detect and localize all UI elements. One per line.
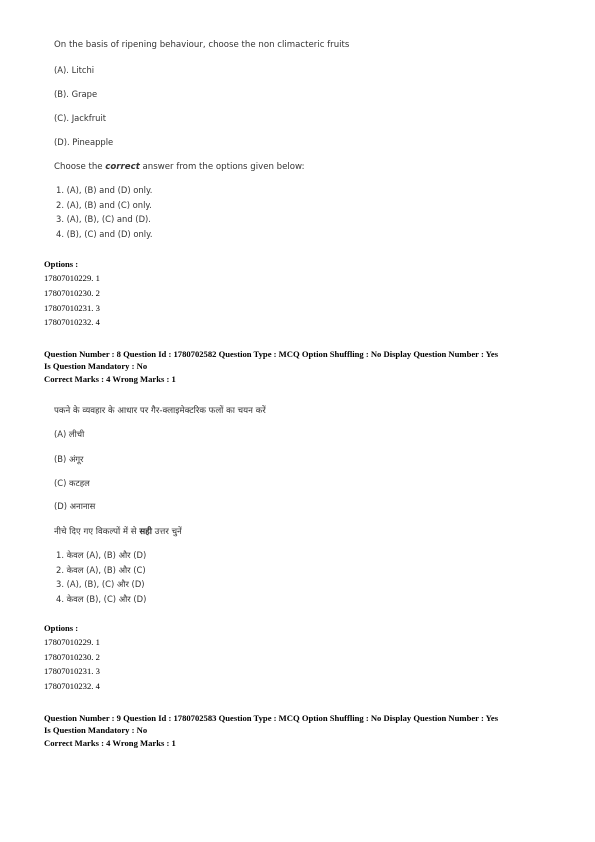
- q7-question-text: On the basis of ripening behaviour, choose the non climacteric fruits: [54, 40, 350, 50]
- q8-answer-4: 4. केवल (B), (C) और (D): [56, 593, 147, 604]
- q9-meta-line1: Question Number : 9 Question Id : 1780702583 Question Type : MCQ Option Shuffling : No Display Question Number : Yes: [44, 713, 499, 723]
- q8-choice-d: (D) अनानास: [54, 501, 96, 511]
- q7-option-id-1: 17807010229. 1: [44, 273, 100, 283]
- q8-answer-list: [56, 548, 146, 606]
- q8-instruction-prefix: नीचे दिए गए विकल्पों में से: [54, 527, 140, 537]
- q9-meta: [44, 712, 498, 749]
- q7-instruction-suffix: answer from the options given below:: [139, 162, 305, 172]
- q8-answer-1: 1. केवल (A), (B) और (D): [56, 550, 147, 560]
- q8-choice-c: (C) कटहल: [54, 478, 90, 488]
- q8-meta-line3: Correct Marks : 4 Wrong Marks : 1: [44, 373, 176, 384]
- q8-answer-2: 2. केवल (A), (B) और (C): [56, 564, 146, 575]
- q8-option-id-2: 17807010230. 2: [44, 652, 100, 662]
- q7-answer-2: 2. (A), (B) and (C) only.: [56, 199, 152, 210]
- q7-choice-d: (D). Pineapple: [54, 137, 114, 147]
- q7-choice-a: (A). Litchi: [54, 65, 95, 75]
- q7-option-id-4: 17807010232. 4: [44, 317, 100, 327]
- q8-option-id-4: 17807010232. 4: [44, 681, 100, 691]
- q7-option-id-2: 17807010230. 2: [44, 288, 100, 298]
- q7-instruction-prefix: Choose the: [54, 162, 106, 172]
- q8-instruction-emph: सही: [139, 527, 152, 537]
- q7-answer-3: 3. (A), (B), (C) and (D).: [56, 214, 151, 224]
- q8-choice-b: (B) अंगूर: [54, 454, 84, 464]
- q7-choice-c: (C). Jackfruit: [54, 113, 107, 123]
- q9-meta-line3: Correct Marks : 4 Wrong Marks : 1: [44, 737, 176, 748]
- q8-meta-line1: Question Number : 8 Question Id : 1780702582 Question Type : MCQ Option Shuffling : No Display Question Number : Yes: [44, 349, 499, 359]
- q8-meta-line2: Is Question Mandatory : No: [44, 361, 148, 372]
- q7-answer-list: [56, 183, 153, 241]
- q8-instruction: [54, 525, 182, 537]
- q8-options-heading: Options :: [44, 623, 79, 633]
- q8-instruction-suffix: उत्तर चुनें: [151, 527, 182, 537]
- q8-option-id-1: 17807010229. 1: [44, 637, 100, 647]
- q8-option-id-3: 17807010231. 3: [44, 666, 100, 676]
- q7-options-heading: Options :: [44, 259, 79, 269]
- q7-instruction-emph: correct: [105, 162, 140, 172]
- q7-answer-4: 4. (B), (C) and (D) only.: [56, 228, 153, 239]
- q7-choice-b: (B). Grape: [54, 89, 98, 99]
- q7-answer-1: 1. (A), (B) and (D) only.: [56, 185, 153, 195]
- q7-instruction: [54, 162, 305, 172]
- q7-option-id-3: 17807010231. 3: [44, 303, 100, 313]
- q8-meta: [44, 348, 498, 385]
- q9-meta-line2: Is Question Mandatory : No: [44, 725, 148, 736]
- q8-choice-a: (A) लीची: [54, 429, 85, 439]
- q8-answer-3: 3. (A), (B), (C) और (D): [56, 579, 145, 589]
- q8-question-text: पकने के व्यवहार के आधार पर गैर-क्लाइमेक्टरिक फलों का चयन करें: [54, 406, 266, 416]
